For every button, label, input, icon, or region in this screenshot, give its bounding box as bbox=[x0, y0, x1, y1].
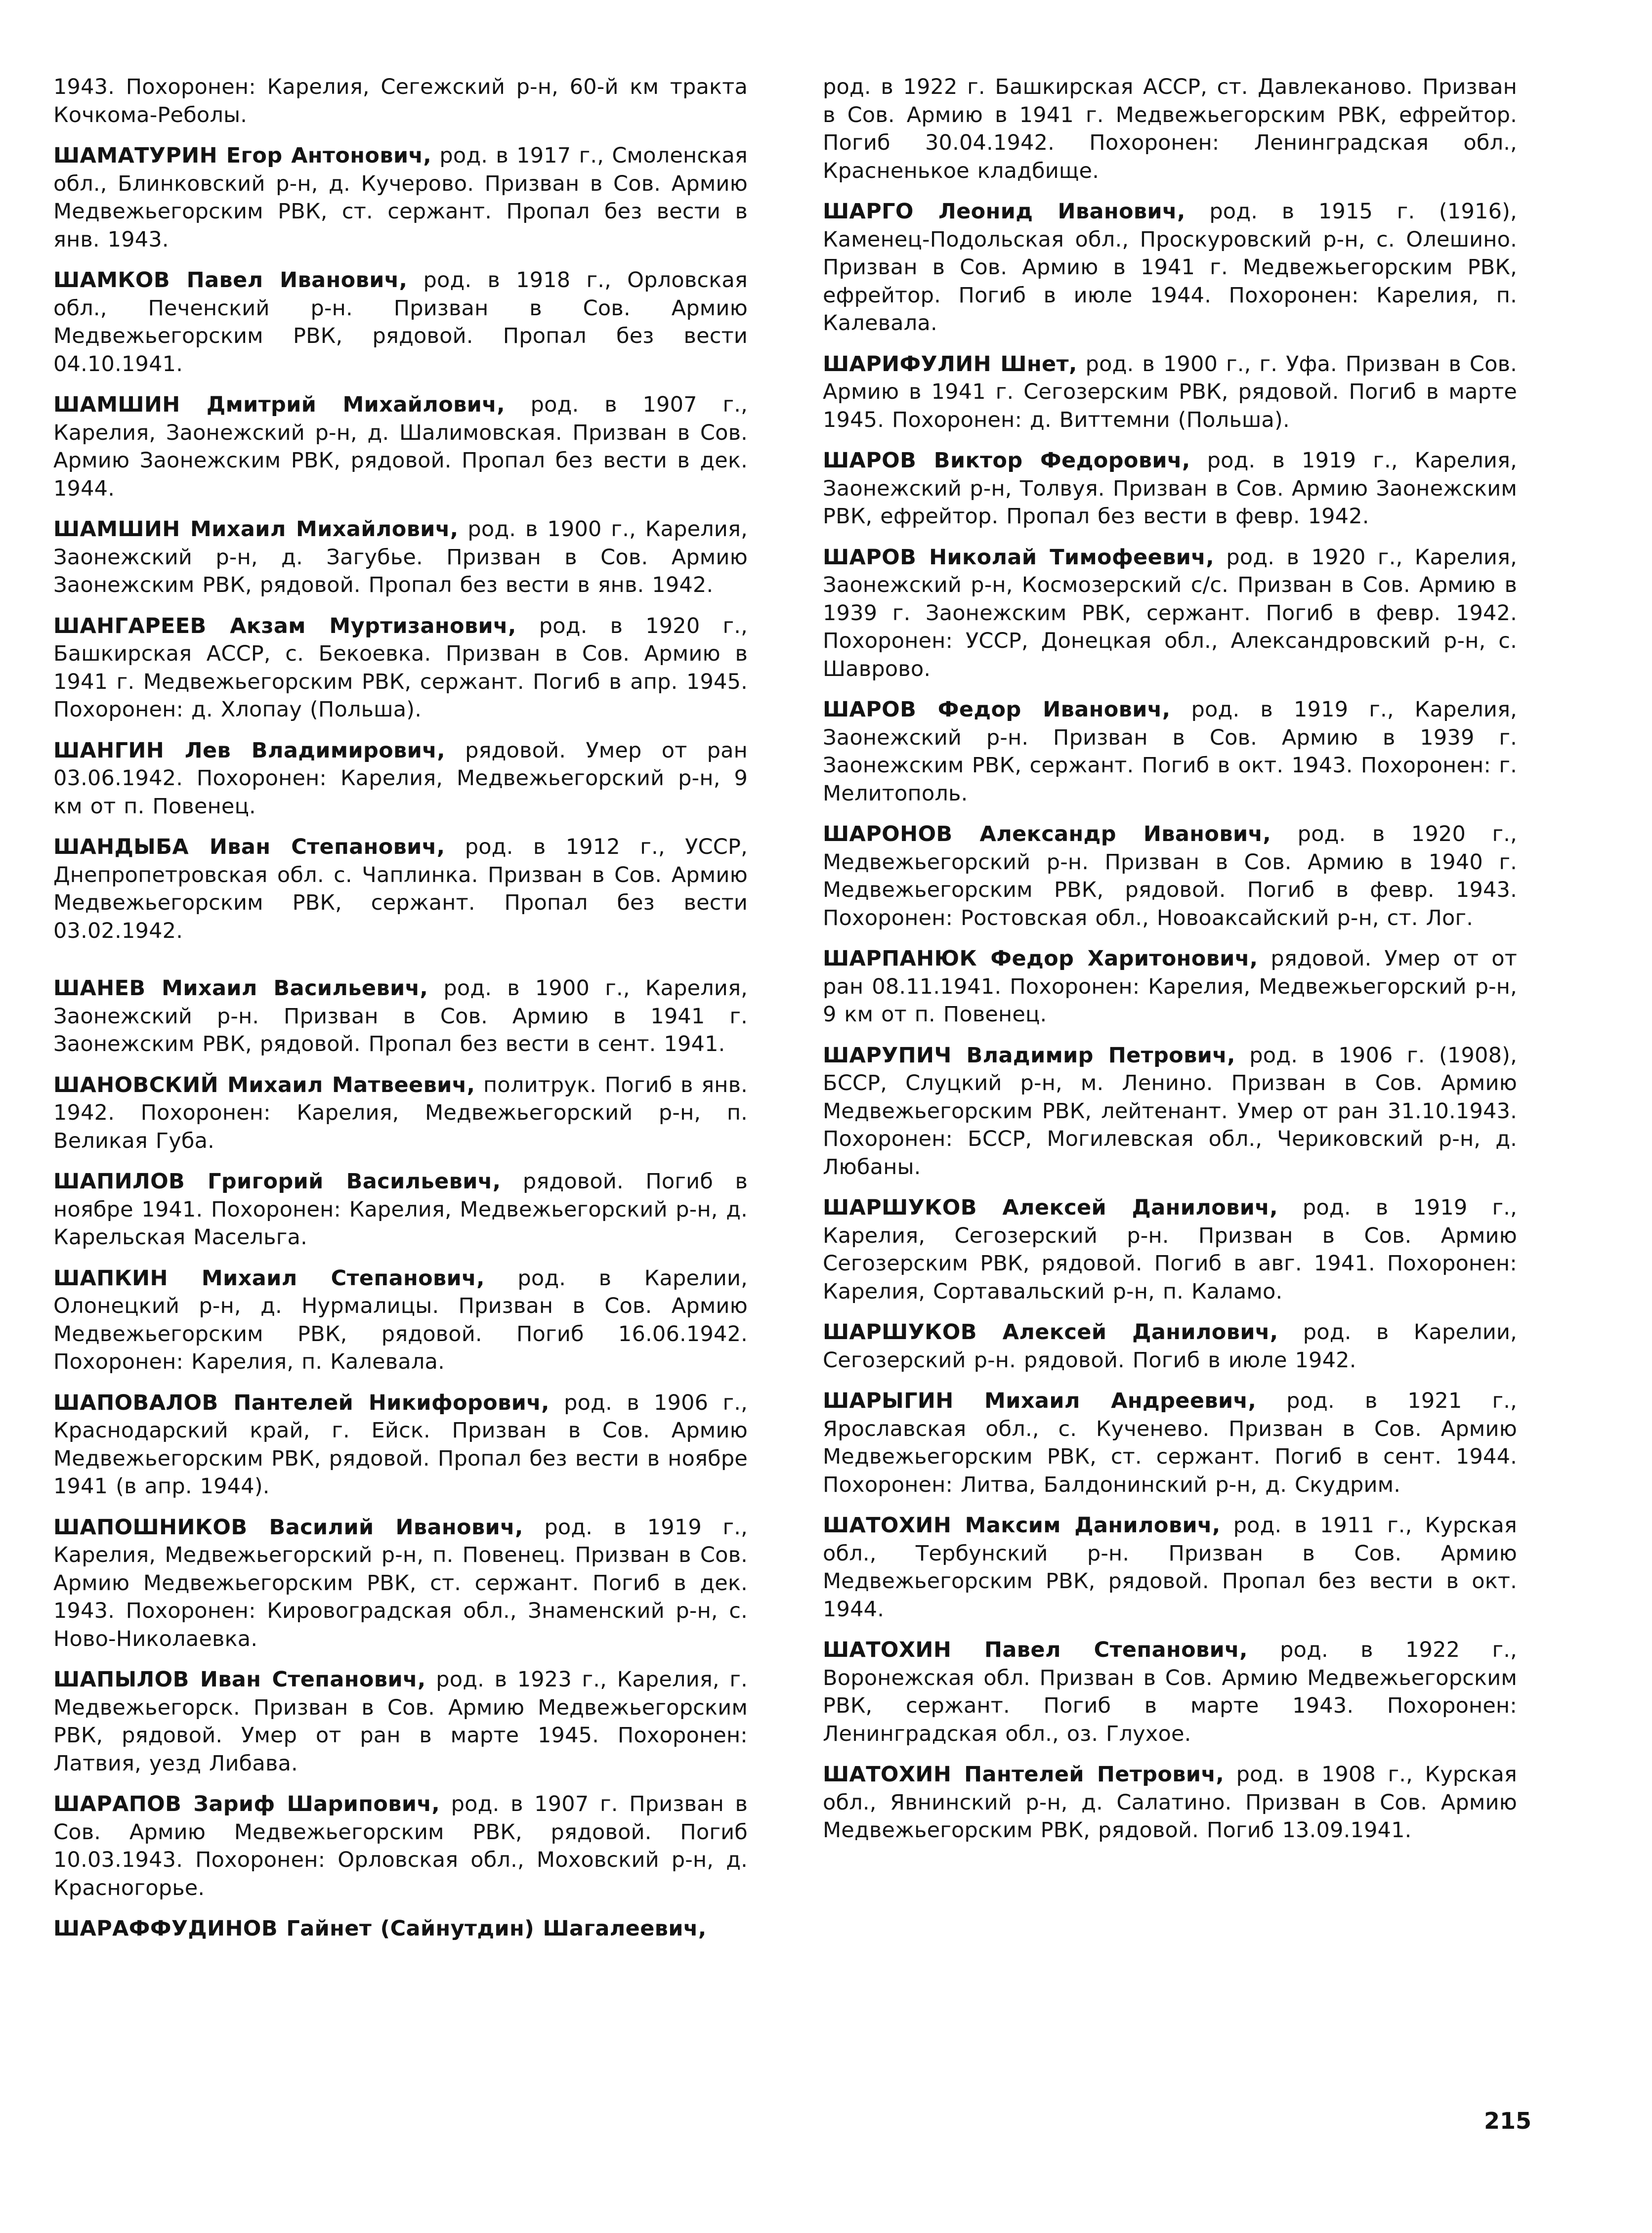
entry bbox=[823, 1194, 1517, 1306]
entry-name: ШАРУПИЧ Владимир Петрович, bbox=[823, 1043, 1235, 1068]
entry-name: ШАТОХИН Пантелей Петрович, bbox=[823, 1762, 1225, 1787]
page-number: 215 bbox=[1484, 2107, 1532, 2134]
entry bbox=[823, 1761, 1517, 1845]
entry-name: ШАРОНОВ Александр Иванович, bbox=[823, 822, 1271, 846]
entry bbox=[823, 945, 1517, 1029]
entry bbox=[53, 737, 748, 821]
entry-name: ШАРОВ Виктор Федорович, bbox=[823, 448, 1190, 473]
entry-name: ШАПОШНИКОВ Василий Иванович, bbox=[53, 1515, 523, 1540]
entry-name: ШАНДЫБА Иван Степанович, bbox=[53, 835, 445, 859]
entry-name: ШАРШУКОВ Алексей Данилович, bbox=[823, 1195, 1278, 1220]
entry bbox=[53, 142, 748, 253]
entry-name: ШАРАПОВ Зариф Шарипович, bbox=[53, 1792, 440, 1816]
entry bbox=[53, 1264, 748, 1376]
entry-text: рядовой. Погиб в ноябре 1941. Похоронен: Карелия, Медвежьегорский р-н, д. Карельская Масельга. bbox=[53, 1169, 748, 1250]
entry-text: род. в 1907 г., Карелия, Заонежский р-н, д. Шалимовская. Призван в Сов. Армию Заонежским РВК, рядовой. Пропал без вести в дек. 1944. bbox=[53, 392, 748, 501]
entry-text: род. в 1908 г., Курская обл., Явнинский р-н, д. Салатино. Призван в Сов. Армию Медвежьегорским РВК, рядовой. Погиб 13.09.1941. bbox=[823, 1762, 1517, 1843]
entry bbox=[823, 1318, 1517, 1374]
entry bbox=[823, 1042, 1517, 1181]
entry bbox=[53, 612, 748, 724]
entry-text: род. в 1919 г., Карелия, Сегозерский р-н. Призван в Сов. Армию Сегозерским РВК, рядовой. Погиб в авг. 1941. Похоронен: Карелия, Сортавальский р-н, п. Каламо. bbox=[823, 1195, 1517, 1304]
entry-name: ШАМШИН Михаил Михайлович, bbox=[53, 517, 459, 542]
entry-name: ШАМКОВ Павел Иванович, bbox=[53, 268, 408, 293]
entry-text: род. в 1919 г., Карелия, Заонежский р-н, Толвуя. Призван в Сов. Армию Заонежским РВК, ефрейтор. Пропал без вести в февр. 1942. bbox=[823, 448, 1517, 529]
entry-name: ШАНЕВ Михаил Васильевич, bbox=[53, 976, 428, 1001]
entry-text: род. в 1911 г., Курская обл., Тербунский р-н. Призван в Сов. Армию Медвежьегорским РВК, рядовой. Пропал без вести в окт. 1944. bbox=[823, 1513, 1517, 1622]
entry-name: ШАРЫГИН Михаил Андреевич, bbox=[823, 1389, 1257, 1413]
entry bbox=[823, 820, 1517, 932]
entry-text: политрук. Погиб в янв. 1942. Похоронен: Карелия, Медвежьегорский р-н, п. Великая Губа. bbox=[53, 1072, 748, 1153]
entry bbox=[53, 391, 748, 503]
entry-text: род. в 1918 г., Орловская обл., Печенский р-н. Призван в Сов. Армию Медвежьегорским РВК, рядовой. Пропал без вести 04.10.1941. bbox=[53, 268, 748, 377]
entry bbox=[53, 1666, 748, 1777]
entry-name: ШАТОХИН Павел Степанович, bbox=[823, 1638, 1248, 1662]
entry bbox=[53, 515, 748, 599]
entry-text: род. в 1906 г. (1908), БССР, Слуцкий р-н, м. Ленино. Призван в Сов. Армию Медвежьегорским РВК, лейтенант. Умер от ран 31.10.1943. Похоронен: БССР, Могилевская обл., Чериковский р-н, д. Любаны. bbox=[823, 1043, 1517, 1180]
entry bbox=[53, 1790, 748, 1902]
entry-text: род. в 1915 г. (1916), Каменец-Подольская обл., Проскуровский р-н, с. Олешино. Призван в Сов. Армию в 1941 г. Медвежьегорским РВК, ефрейтор. Погиб в июле 1944. Похоронен: Карелия, п. Калевала. bbox=[823, 199, 1517, 336]
entry-name: ШАНОВСКИЙ Михаил Матвеевич, bbox=[53, 1072, 475, 1097]
left-column bbox=[53, 73, 748, 1956]
entry-name: ШАПИЛОВ Григорий Васильевич, bbox=[53, 1169, 501, 1194]
entry-name: ШАМАТУРИН Егор Антонович, bbox=[53, 143, 432, 168]
entry-text: род. в 1900 г., Карелия, Заонежский р-н, д. Загубье. Призван в Сов. Армию Заонежским РВК, рядовой. Пропал без вести в янв. 1942. bbox=[53, 517, 748, 597]
entry-name: ШАНГАРЕЕВ Акзам Муртизанович, bbox=[53, 613, 516, 638]
entry bbox=[823, 350, 1517, 434]
entry-text: род. в 1919 г., Карелия, Медвежьегорский р-н, п. Повенец. Призван в Сов. Армию Медвежьегорским РВК, ст. сержант. Погиб в дек. 1943. Похоронен: Кировоградская обл., Знаменский р-н, с. Ново-Николаевка. bbox=[53, 1515, 748, 1651]
entry-text: род. в 1906 г., Краснодарский край, г. Ейск. Призван в Сов. Армию Медвежьегорским РВК, рядовой. Пропал без вести в ноябре 1941 (в апр. 1944). bbox=[53, 1390, 748, 1499]
entry bbox=[53, 1071, 748, 1155]
entry bbox=[823, 198, 1517, 337]
entry-text: род. в 1919 г., Карелия, Заонежский р-н. Призван в Сов. Армию в 1939 г. Заонежским РВК, сержант. Погиб в окт. 1943. Похоронен: г. Мелитополь. bbox=[823, 697, 1518, 806]
entry bbox=[53, 266, 748, 378]
entry-text: род. в Карелии, Сегозерский р-н. рядовой. Погиб в июле 1942. bbox=[823, 1320, 1517, 1373]
right-column bbox=[823, 73, 1517, 1857]
entry bbox=[823, 696, 1517, 807]
entry-name: ШАРГО Леонид Иванович, bbox=[823, 199, 1186, 224]
entry-name: ШАМШИН Дмитрий Михайлович, bbox=[53, 392, 505, 417]
entry-name: ШАПОВАЛОВ Пантелей Никифорович, bbox=[53, 1390, 550, 1415]
entry-name: ШАПКИН Михаил Степанович, bbox=[53, 1265, 485, 1291]
entry bbox=[53, 833, 748, 945]
entry bbox=[823, 1512, 1517, 1623]
entry-text: род. в 1923 г., Карелия, г. Медвежьегорск. Призван в Сов. Армию Медвежьегорским РВК, рядовой. Умер от ран в марте 1945. Похоронен: Латвия, уезд Либава. bbox=[53, 1667, 748, 1776]
entry bbox=[53, 1915, 748, 1943]
entry-name: ШАРПАНЮК Федор Харитонович, bbox=[823, 946, 1258, 971]
entry-text: род. в 1922 г., Воронежская обл. Призван в Сов. Армию Медвежьегорским РВК, сержант. Погиб в марте 1943. Похоронен: Ленинградская обл., оз. Глухое. bbox=[823, 1638, 1517, 1746]
entry bbox=[53, 1389, 748, 1501]
entry-text: род. в 1920 г., Башкирская АССР, с. Бекоевка. Призван в Сов. Армию в 1941 г. Медвежьегорским РВК, сержант. Погиб в апр. 1945. Похоронен: д. Хлопау (Польша). bbox=[53, 613, 748, 722]
entry bbox=[823, 1636, 1517, 1748]
entry-text: род. в 1907 г. Призван в Сов. Армию Медвежьегорским РВК, рядовой. Погиб 10.03.1943. Похоронен: Орловская обл., Моховский р-н, д. Красногорье. bbox=[53, 1792, 748, 1900]
entry-name: ШАРИФУЛИН Шнет, bbox=[823, 351, 1077, 377]
entry-name: ШАРОВ Федор Иванович, bbox=[823, 697, 1171, 722]
entry-name: ШАРАФФУДИНОВ Гайнет (Сайнутдин) Шагалеевич, bbox=[53, 1916, 707, 1941]
entry-text: род. в 1920 г., Карелия, Заонежский р-н, Космозерский с/с. Призван в Сов. Армию в 1939 г. Заонежским РВК, сержант. Погиб в февр. 1942. Похоронен: УССР, Донецкая обл., Александровский р-н, с. Шаврово. bbox=[823, 545, 1517, 681]
entry bbox=[53, 1168, 748, 1252]
entry bbox=[823, 544, 1517, 683]
entry bbox=[53, 974, 748, 1058]
entry-name: ШАРОВ Николай Тимофеевич, bbox=[823, 545, 1214, 570]
entry-continuation bbox=[823, 73, 1517, 185]
entry-text: 1943. Похоронен: Карелия, Сегежский р-н, 60-й км тракта Кочкома-Реболы. bbox=[53, 75, 748, 127]
entry-text: род. в 1912 г., УССР, Днепропетровская обл. с. Чаплинка. Призван в Сов. Армию Медвежьегорским РВК, сержант. Пропал без вести 03.02.1942. bbox=[53, 835, 748, 943]
entry-text: род. в 1900 г., Карелия, Заонежский р-н. Призван в Сов. Армию в 1941 г. Заонежским РВК, рядовой. Пропал без вести в сент. 1941. bbox=[53, 976, 748, 1056]
entry bbox=[53, 1514, 748, 1653]
entry-text: род. в 1920 г., Медвежьегорский р-н. Призван в Сов. Армию в 1940 г. Медвежьегорским РВК, рядовой. Погиб в февр. 1943. Похоронен: Ростовская обл., Новоаксайский р-н, ст. Лог. bbox=[823, 822, 1517, 930]
entry bbox=[823, 447, 1517, 531]
entry-text: рядовой. Умер от от ран 08.11.1941. Похоронен: Карелия, Медвежьегорский р-н, 9 км от п. Повенец. bbox=[823, 946, 1517, 1027]
entry bbox=[823, 1387, 1517, 1499]
entry-text: род. в 1900 г., г. Уфа. Призван в Сов. Армию в 1941 г. Сегозерским РВК, рядовой. Погиб в марте 1945. Похоронен: д. Виттемни (Польша). bbox=[823, 351, 1518, 432]
entry-name: ШАРШУКОВ Алексей Данилович, bbox=[823, 1320, 1278, 1345]
entry-name: ШАНГИН Лев Владимирович, bbox=[53, 738, 445, 763]
entry-continuation bbox=[53, 73, 748, 129]
entry-text: род. в 1917 г., Смоленская обл., Блинковский р-н, д. Кучерово. Призван в Сов. Армию Медвежьегорским РВК, ст. сержант. Пропал без вести в янв. 1943. bbox=[53, 143, 748, 252]
entry-name: ШАПЫЛОВ Иван Степанович, bbox=[53, 1667, 426, 1692]
entry-text: род. в 1922 г. Башкирская АССР, ст. Давлеканово. Призван в Сов. Армию в 1941 г. Медвежьегорским РВК, ефрейтор. Погиб 30.04.1942. Похоронен: Ленинградская обл., Красненькое кладбище. bbox=[823, 75, 1517, 183]
entry-text: рядовой. Умер от ран 03.06.1942. Похоронен: Карелия, Медвежьегорский р-н, 9 км от п. Повенец. bbox=[53, 738, 748, 819]
entry-text: род. в Карелии, Олонецкий р-н, д. Нурмалицы. Призван в Сов. Армию Медвежьегорским РВК, рядовой. Погиб 16.06.1942. Похоронен: Карелия, п. Калевала. bbox=[53, 1265, 748, 1374]
entry-text: род. в 1921 г., Ярославская обл., с. Кученево. Призван в Сов. Армию Медвежьегорским РВК, ст. сержант. Погиб в сент. 1944. Похоронен: Литва, Балдонинский р-н, д. Скудрим. bbox=[823, 1389, 1517, 1497]
entry-name: ШАТОХИН Максим Данилович, bbox=[823, 1513, 1221, 1538]
